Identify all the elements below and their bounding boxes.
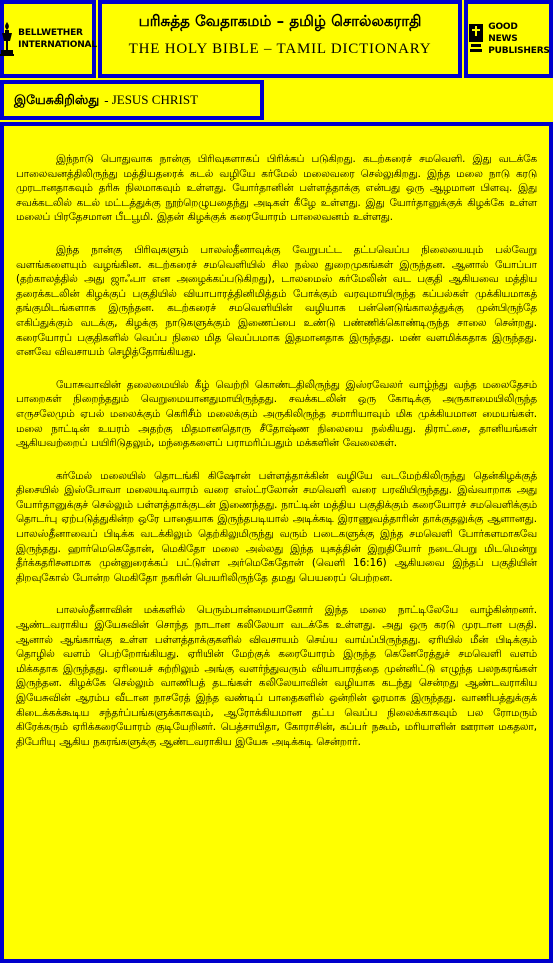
paragraph: கர்மேல் மலையில் தொடங்கி கிஷோன் பள்ளத்தாக்கின் வழியே வடமேற்கிலிருந்து தென்கிழக்குத் திசையில் இஸ்போவா மலையடிவாரம் வரை எஸ்ட்ரலோன் சமவெளி வரை பரவியிருந்தது. இவ்வாறாக அது யோர்தானுக்குச் செல்லும் பள்ளத்தாக்குடன் இணைந்தது. நாட்டின் மத்திய பகுதிக்கும் கரையோரச் சமவெளிக்கும் தொடர்பு ஏற்படுத்துகின்ற ஒரே பாதையாக இருந்தபடியால் அடிக்கடி இராணுவத்தாரின் தாக்குதலுக்கு ஆளானது. பாலஸ்தீனாவைப் பிடிக்க வடக்கிலும் தெற்கிலுமிருந்து வரும் படைகளுக்கு இந்த சமவெளி போர்களமாகவே இருந்தது. ஹார்மெகெதோன், மெகிதோ மலை அல்லது இந்த யுகத்தின் இறுதியோர் நடைபெறு மிடமென்று தீர்க்கதரிசனமாக முன்னுரைக்கப் பட்டுள்ள அர்மெகேதோன் (வெளி 16:16) ஆகியவை இந்தப் பகுதியின் திறவுகோல் போன்ற மெகிதோ நகரின் பெயரிலிருந்தே தமது பெயரைப் பெற்றன. bbox=[16, 469, 537, 584]
good-news-logo bbox=[467, 21, 549, 57]
bellwether-logo-panel bbox=[0, 0, 96, 78]
lamp-icon bbox=[0, 21, 15, 57]
good-news-logo-text bbox=[488, 21, 549, 57]
title-tamil: பரிசுத்த வேதாகமம் – தமிழ் சொல்லகராதி bbox=[138, 12, 422, 30]
bellwether-logo-text bbox=[18, 27, 97, 51]
good-news-line1: GOOD NEWS bbox=[488, 22, 518, 44]
paragraph: யோசுவாவின் தலைமையில் கீழ் வெற்றி கொண்டதிலிருந்து இஸ்ரவேலர் வாழ்ந்து வந்த மலைதேசம் பாறைகள் நிறைந்ததும் வெறுமையானதுமாயிருந்தது. சவக்கடலின் ஒரு கோடிக்கு அருகாமையிலிருந்த எருசலேமும் ஏபல் மலைக்கும் கெரிசீம் மலைக்கும் அருகிலிருந்த சமாரியாவும் மிக முக்கியமான மையங்கள். மலை நாட்டின் உயரம் அதற்கு மிதமானதொரு சீதோஷ்ண நிலையை நல்கியது. திராட்சை, தானியங்கள் ஆகியவற்றைப் பயிரிடுதலும், மந்தைகளைப் பராமரிப்பதும் மக்களின் வேலைகள். bbox=[16, 378, 537, 450]
book-icon bbox=[467, 22, 485, 56]
title-english: THE HOLY BIBLE – TAMIL DICTIONARY bbox=[128, 41, 432, 57]
paragraph: இந்நாடு பொதுவாக நான்கு பிரிவுகளாகப் பிரிக்கப் படுகிறது. கடற்கரைச் சமவெளி. இது வடக்கே பாலைவனத்திலிருந்து மத்தியதரைக் கடல் வழியே கர்மேல் மலைவரை செல்லுகிறது. இந்த மலை நாடு கரடு முரடானதாகவும் தரிசு நிலமாகவும் உள்ளது. யோர்தானின் பள்ளத்தாக்கு என்பது ஒரு ஆழமான பிளவு. இது சவக்கடலில் கடல் மட்டத்துக்கு நூற்றெழுபதைந்து அடிகள் கீழே உள்ளது. இது யோர்தானுக்குக் கிழக்கே உள்ள மலைப் பிரதேசமான பீடபூமி. இதன் கிழக்குக் கரையோரம் பாலைவனம் உள்ளது. bbox=[16, 153, 537, 224]
title-panel bbox=[98, 0, 462, 78]
bellwether-line1: BELLWETHER bbox=[18, 28, 83, 38]
paragraph: பாலஸ்தீனாவின் மக்களில் பெரும்பான்மையானோர் இந்த மலை நாட்டிலேயே வாழ்கின்றனர். ஆண்டவராகிய இயேசுவின் சொந்த நாடான கலிலேயா வடக்கே உள்ளது. அது ஒரு கரடு முரடான பகுதி. ஆனால் ஆங்காங்கு உள்ள பள்ளத்தாக்குகளில் விவசாயம் செய்ய வாய்ப்பிருந்தது. ஏரியில் மீன் பிடிக்கும் தொழில் வளம் பெற்றோங்கியது. ஏரியின் மேற்குக் கரையோரம் இருந்த கெனேரேத்துச் சமவெளி வளம் மிக்கதாக இருந்தது. ஏரியைச் சுற்றிலும் அங்கு வளர்ந்துவரும் வியாபாரத்தை முன்னிட்டு எழுந்த பலநகரங்கள் இருந்தன. கிழக்கே செல்லும் வாணிபத் தடங்கள் கலிலேயாவின் வழியாக கடந்து சென்றது ஆண்டவராகிய இயேசுவின் ஆரம்ப வீடான நாசரேத் இந்த வண்டிப் பாதைகளில் ஒன்றின் ஓரமாக இருந்தது. வாணிபத்துக்குக் கிடைக்கக்கூடிய சந்தர்ப்பங்களுக்காகவும், ஆரோக்கியமான தட்ப வெப்ப நிலைக்காகவும் பல ரோமரும் கிரேக்கரும் ஏரிக்கரையோரம் குடியேறினர். பெத்சாயிதா, கோராசின், கப்பர் நகூம், மரியாளின் ஊரான மகதலா, திபேரியு ஆகிய நகரங்களுக்கு ஆண்டவராகிய இயேசு அடிக்கடி சென்றார். bbox=[16, 604, 537, 748]
bellwether-logo bbox=[0, 21, 97, 57]
entry-term-english: JESUS CHRIST bbox=[111, 92, 199, 107]
bellwether-line2: INTERNATIONAL bbox=[18, 40, 97, 50]
entry-separator: - bbox=[104, 92, 109, 108]
entry-term-tamil: இயேசுகிறிஸ்து bbox=[14, 91, 100, 107]
entry-heading bbox=[0, 80, 264, 120]
good-news-logo-panel bbox=[464, 0, 553, 78]
entry-content bbox=[0, 122, 553, 963]
good-news-line2: PUBLISHERS bbox=[488, 46, 550, 56]
paragraph: இந்த நான்கு பிரிவுகளும் பாலஸ்தீனாவுக்கு வேறுபட்ட தட்பவெப்ப நிலையையும் பல்வேறு வளங்களையும் வழங்கின. கடற்கரைச் சமவெளியில் சில நல்ல துறைமுகங்கள் இருந்தன. ஆனால் யோப்பா (தற்காலத்தில் அது ஜாஃபா என அழைக்கப்படுகிறது), டாலமைஸ் கர்மேலின் வட பகுதி ஆகியவை மத்திய தரைக்கடலின் கிழக்குப் பகுதியில் வியாபாரத்தினிமித்தம் போக்கும் வரவுமாயிருந்த கப்பல்கள் முக்கியமாகத் தங்குமிடங்களாக இருந்தன. கடற்கரைச் சமவெளியின் வழியாக பன்னெடுங்காலத்துக்கு முன்பிருந்தே எகிப்துக்கும் வடக்கு, கிழக்கு நாடுகளுக்கும் இணைப்பை உண்டு பண்ணிக்கொண்டிருந்த சாலை சென்றது. கரையோரப் பகுதிகளில் வெப்ப நிலை மித வெப்பமாக இதமானதாக இருந்தது. மண் வளமிக்கதாக இருந்தது. எனவே விவசாயம் செழித்தோங்கியது. bbox=[16, 243, 537, 359]
